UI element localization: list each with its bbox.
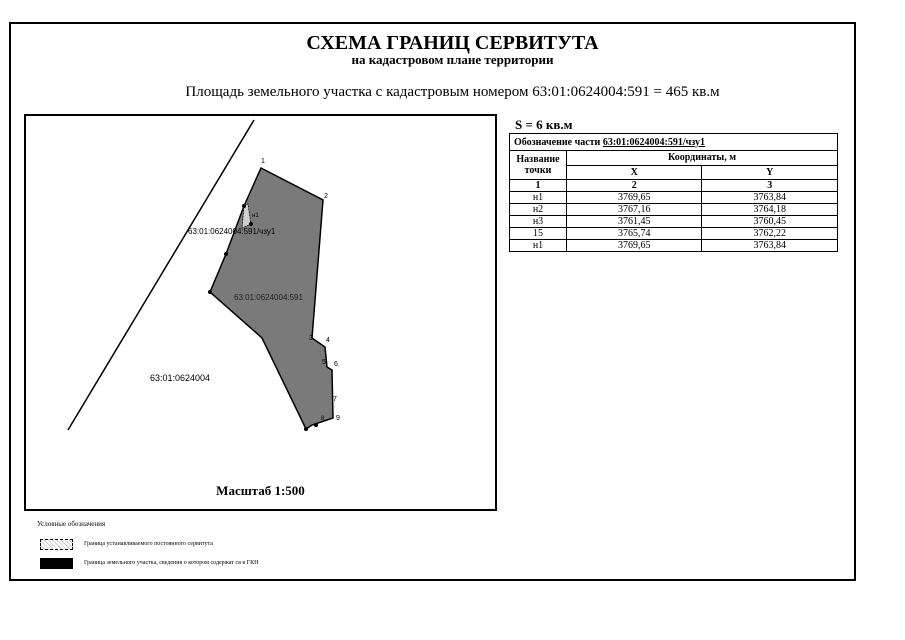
cell-y: 3760,45: [702, 216, 838, 228]
table-row: [510, 216, 838, 228]
header-x: X: [567, 165, 702, 180]
boundary-point: [242, 204, 246, 208]
point-label-1: 1: [261, 158, 265, 165]
cell-x: 3761,45: [567, 216, 702, 228]
table-row: [510, 204, 838, 216]
boundary-point: [249, 222, 253, 226]
column-number: 2: [567, 180, 702, 192]
point-label-8: 8: [321, 416, 325, 422]
table-row: [510, 192, 838, 204]
point-label-6: 6: [334, 361, 338, 368]
cell-point: 15: [510, 228, 567, 240]
table-row: [510, 240, 838, 252]
legend-title: Условные обозначения: [37, 520, 106, 528]
header-y: Y: [702, 165, 838, 180]
part-id: 63:01:0624004:591/чзу1: [602, 136, 706, 148]
cell-point: н1: [510, 240, 567, 252]
cell-point: н1: [510, 192, 567, 204]
point-label-2: 2: [324, 193, 328, 200]
cell-y: 3763,84: [702, 192, 838, 204]
cell-point: н3: [510, 216, 567, 228]
point-label-3: 3: [309, 335, 313, 342]
header-coordinates: Координаты, м: [567, 151, 838, 166]
legend-item-parcel: Граница земельного участка, сведения о котором содержат ся в ГКН: [84, 560, 259, 566]
cell-y: 3764,18: [702, 204, 838, 216]
coordinates-table: [509, 133, 838, 252]
cell-point: н2: [510, 204, 567, 216]
boundary-point: [224, 252, 228, 256]
boundary-point: [304, 427, 308, 431]
part-designation: Обозначение части 63:01:0624004:591/чзу1: [510, 134, 838, 151]
point-label-7: 7: [333, 396, 337, 403]
header-point-name: Название точки: [510, 151, 567, 180]
parcel-label: 63:01:0624004:591: [234, 293, 303, 302]
boundary-point: [314, 423, 318, 427]
servitude-label: 63:01:0624004:591/чзу1: [188, 227, 276, 236]
map-drawing: [26, 116, 495, 509]
map-scale: Масштаб 1:500: [216, 483, 305, 498]
column-number: 1: [510, 180, 567, 192]
point-label-4: 4: [326, 337, 330, 344]
page-title: СХЕМА ГРАНИЦ СЕРВИТУТА: [306, 32, 599, 54]
cell-y: 3762,22: [702, 228, 838, 240]
point-label-9: 9: [336, 415, 340, 422]
legend-item-servitude: Граница устанавливаемого постоянного сервитута: [84, 541, 213, 547]
quarter-label: 63:01:0624004: [150, 373, 211, 383]
area-statement: Площадь земельного участка с кадастровым номером 63:01:0624004:591 = 465 кв.м: [185, 84, 720, 100]
servitude-area: S = 6 кв.м: [515, 117, 573, 132]
cell-y: 3763,84: [702, 240, 838, 252]
cadastral-map: [24, 114, 497, 511]
table-row: [510, 228, 838, 240]
point-label-5: 5: [322, 359, 326, 366]
point-label-n1: н1: [252, 213, 259, 219]
cell-x: 3767,16: [567, 204, 702, 216]
cell-x: 3769,65: [567, 240, 702, 252]
cell-x: 3769,65: [567, 192, 702, 204]
column-number: 3: [702, 180, 838, 192]
cell-x: 3765,74: [567, 228, 702, 240]
boundary-point: [208, 290, 212, 294]
parcel-swatch: [40, 558, 73, 569]
page-subtitle: на кадастровом плане территории: [351, 52, 554, 67]
servitude-swatch: [40, 539, 73, 550]
